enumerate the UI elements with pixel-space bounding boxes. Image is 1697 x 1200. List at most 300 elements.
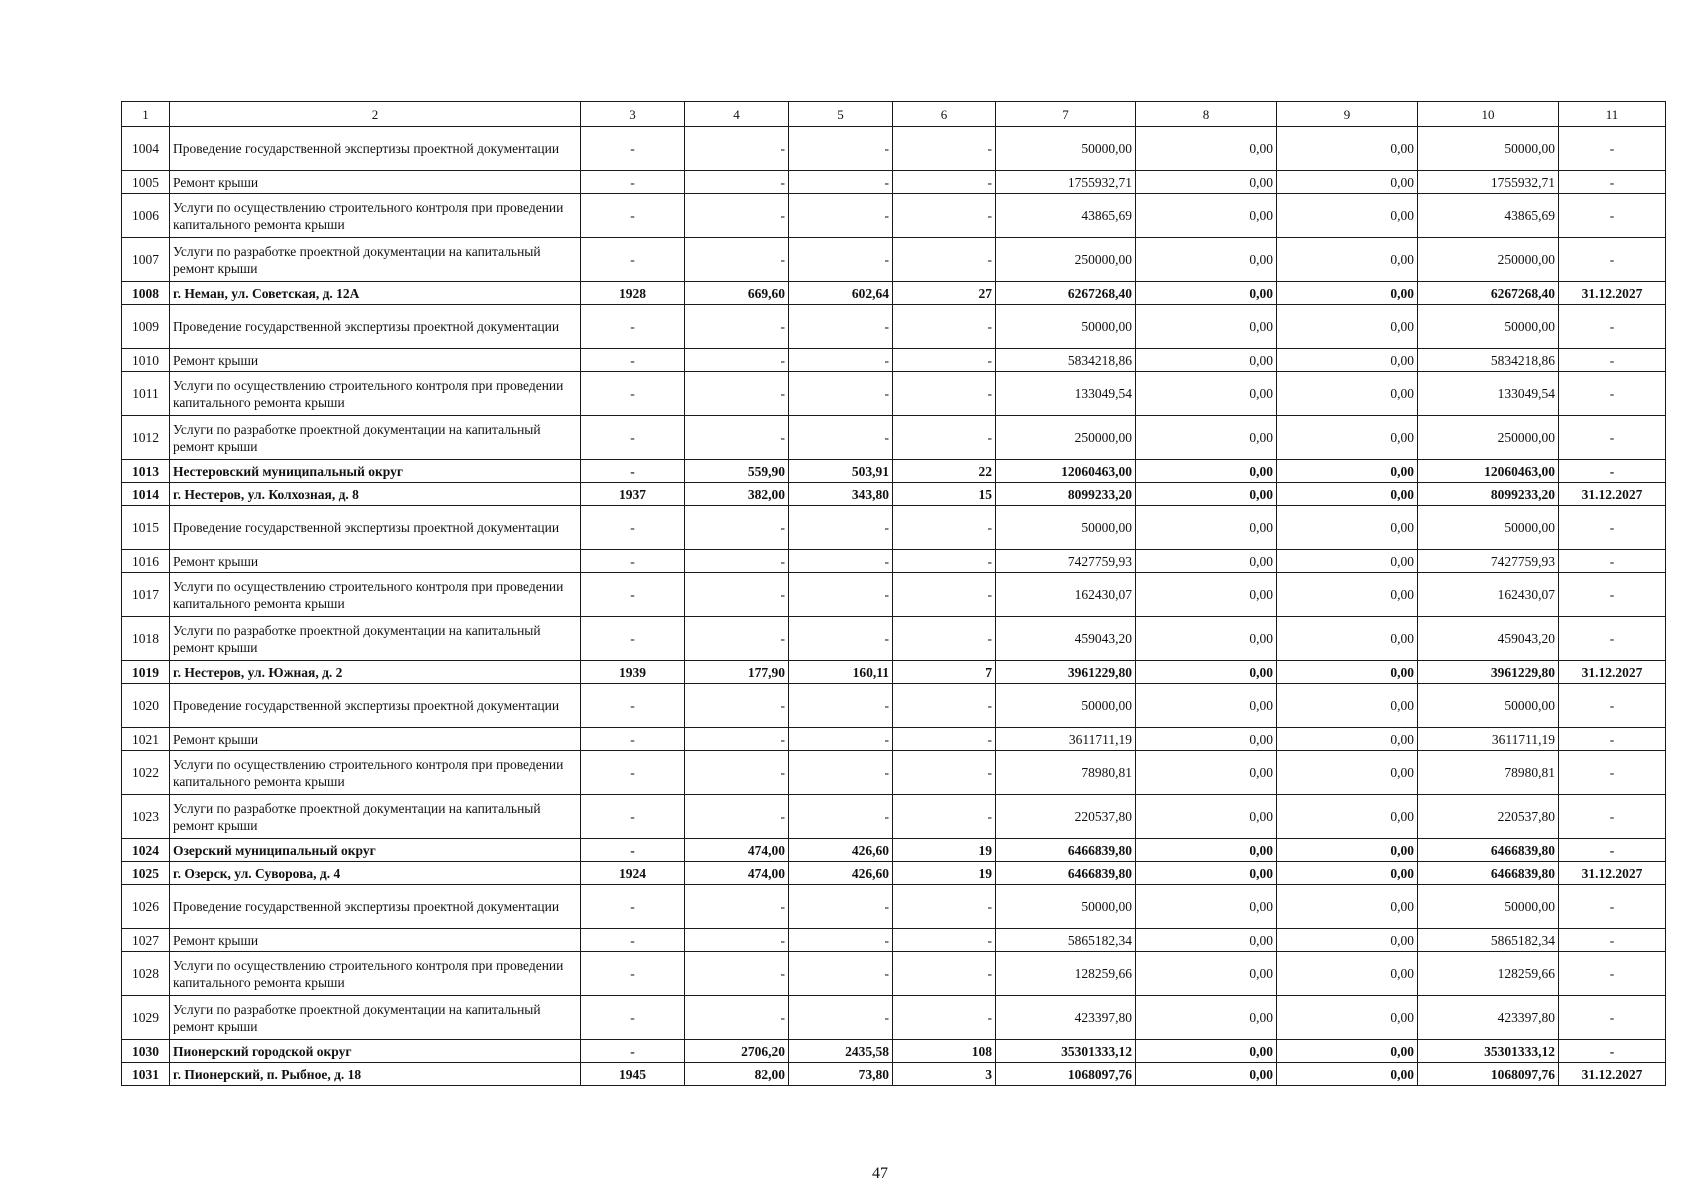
table-group-row bbox=[122, 282, 1666, 305]
row-number-cell: 1021 bbox=[122, 728, 170, 751]
cost-fund-cell: 0,00 bbox=[1136, 460, 1277, 483]
cost-owners-cell: 7427759,93 bbox=[1418, 550, 1559, 573]
cost-total-cell: 6466839,80 bbox=[996, 862, 1136, 885]
cost-total-cell: 128259,66 bbox=[996, 952, 1136, 996]
work-description-cell: Услуги по разработке проектной документации на капитальный ремонт крыши bbox=[170, 795, 581, 839]
table-row bbox=[122, 349, 1666, 372]
cost-budget-cell: 0,00 bbox=[1277, 751, 1418, 795]
year-cell: 1924 bbox=[581, 862, 685, 885]
cost-owners-cell: 6466839,80 bbox=[1418, 839, 1559, 862]
work-description-cell: Услуги по осуществлению строительного контроля при проведении капитального ремонта крыши bbox=[170, 194, 581, 238]
deadline-cell: - bbox=[1559, 952, 1666, 996]
cost-fund-cell: 0,00 bbox=[1136, 684, 1277, 728]
year-cell: - bbox=[581, 684, 685, 728]
row-number-cell: 1024 bbox=[122, 839, 170, 862]
residents-cell: - bbox=[893, 506, 996, 550]
deadline-cell: - bbox=[1559, 996, 1666, 1040]
cost-fund-cell: 0,00 bbox=[1136, 349, 1277, 372]
cost-owners-cell: 1755932,71 bbox=[1418, 171, 1559, 194]
cost-total-cell: 1755932,71 bbox=[996, 171, 1136, 194]
cost-budget-cell: 0,00 bbox=[1277, 617, 1418, 661]
table-group-row bbox=[122, 1040, 1666, 1063]
table-row bbox=[122, 929, 1666, 952]
deadline-cell: - bbox=[1559, 506, 1666, 550]
row-number-cell: 1011 bbox=[122, 372, 170, 416]
cost-owners-cell: 3961229,80 bbox=[1418, 661, 1559, 684]
cost-total-cell: 7427759,93 bbox=[996, 550, 1136, 573]
row-number-cell: 1017 bbox=[122, 573, 170, 617]
cost-budget-cell: 0,00 bbox=[1277, 996, 1418, 1040]
row-number-cell: 1009 bbox=[122, 305, 170, 349]
residents-cell: 3 bbox=[893, 1063, 996, 1086]
cost-owners-cell: 3611711,19 bbox=[1418, 728, 1559, 751]
table-row bbox=[122, 952, 1666, 996]
area-living-cell: - bbox=[789, 996, 893, 1040]
residents-cell: 27 bbox=[893, 282, 996, 305]
cost-budget-cell: 0,00 bbox=[1277, 1040, 1418, 1063]
page-number: 47 bbox=[872, 1165, 888, 1182]
deadline-cell: - bbox=[1559, 305, 1666, 349]
work-description-cell: Ремонт крыши bbox=[170, 550, 581, 573]
residents-cell: - bbox=[893, 996, 996, 1040]
area-total-cell: 177,90 bbox=[685, 661, 789, 684]
work-description-cell: г. Нестеров, ул. Южная, д. 2 bbox=[170, 661, 581, 684]
cost-fund-cell: 0,00 bbox=[1136, 929, 1277, 952]
deadline-cell: - bbox=[1559, 795, 1666, 839]
work-description-cell: г. Озерск, ул. Суворова, д. 4 bbox=[170, 862, 581, 885]
row-number-cell: 1028 bbox=[122, 952, 170, 996]
area-living-cell: 343,80 bbox=[789, 483, 893, 506]
year-cell: - bbox=[581, 416, 685, 460]
area-total-cell: 82,00 bbox=[685, 1063, 789, 1086]
cost-fund-cell: 0,00 bbox=[1136, 372, 1277, 416]
area-living-cell: 426,60 bbox=[789, 839, 893, 862]
area-living-cell: - bbox=[789, 573, 893, 617]
deadline-cell: 31.12.2027 bbox=[1559, 1063, 1666, 1086]
cost-total-cell: 50000,00 bbox=[996, 127, 1136, 171]
cost-budget-cell: 0,00 bbox=[1277, 684, 1418, 728]
table-row bbox=[122, 372, 1666, 416]
area-living-cell: 160,11 bbox=[789, 661, 893, 684]
area-living-cell: - bbox=[789, 305, 893, 349]
cost-budget-cell: 0,00 bbox=[1277, 349, 1418, 372]
table-row bbox=[122, 617, 1666, 661]
deadline-cell: - bbox=[1559, 839, 1666, 862]
year-cell: - bbox=[581, 996, 685, 1040]
table-row bbox=[122, 194, 1666, 238]
cost-fund-cell: 0,00 bbox=[1136, 1040, 1277, 1063]
area-total-cell: - bbox=[685, 795, 789, 839]
year-cell: - bbox=[581, 617, 685, 661]
column-number-header: 3 bbox=[581, 102, 685, 127]
row-number-cell: 1012 bbox=[122, 416, 170, 460]
cost-budget-cell: 0,00 bbox=[1277, 127, 1418, 171]
cost-total-cell: 1068097,76 bbox=[996, 1063, 1136, 1086]
cost-fund-cell: 0,00 bbox=[1136, 661, 1277, 684]
residents-cell: - bbox=[893, 127, 996, 171]
work-description-cell: г. Неман, ул. Советская, д. 12А bbox=[170, 282, 581, 305]
row-number-cell: 1008 bbox=[122, 282, 170, 305]
area-total-cell: 2706,20 bbox=[685, 1040, 789, 1063]
cost-fund-cell: 0,00 bbox=[1136, 416, 1277, 460]
year-cell: - bbox=[581, 194, 685, 238]
table-row bbox=[122, 795, 1666, 839]
cost-budget-cell: 0,00 bbox=[1277, 305, 1418, 349]
cost-owners-cell: 423397,80 bbox=[1418, 996, 1559, 1040]
cost-total-cell: 6267268,40 bbox=[996, 282, 1136, 305]
area-total-cell: - bbox=[685, 751, 789, 795]
column-number-header: 9 bbox=[1277, 102, 1418, 127]
area-total-cell: - bbox=[685, 885, 789, 929]
table-row bbox=[122, 885, 1666, 929]
cost-total-cell: 250000,00 bbox=[996, 416, 1136, 460]
cost-budget-cell: 0,00 bbox=[1277, 661, 1418, 684]
work-description-cell: Услуги по осуществлению строительного контроля при проведении капитального ремонта крыши bbox=[170, 573, 581, 617]
cost-fund-cell: 0,00 bbox=[1136, 952, 1277, 996]
year-cell: - bbox=[581, 728, 685, 751]
cost-budget-cell: 0,00 bbox=[1277, 573, 1418, 617]
table-group-row bbox=[122, 483, 1666, 506]
year-cell: - bbox=[581, 1040, 685, 1063]
cost-budget-cell: 0,00 bbox=[1277, 483, 1418, 506]
cost-fund-cell: 0,00 bbox=[1136, 483, 1277, 506]
cost-total-cell: 6466839,80 bbox=[996, 839, 1136, 862]
cost-owners-cell: 1068097,76 bbox=[1418, 1063, 1559, 1086]
work-description-cell: Услуги по разработке проектной документации на капитальный ремонт крыши bbox=[170, 238, 581, 282]
cost-budget-cell: 0,00 bbox=[1277, 795, 1418, 839]
area-living-cell: - bbox=[789, 952, 893, 996]
table-row bbox=[122, 996, 1666, 1040]
cost-budget-cell: 0,00 bbox=[1277, 550, 1418, 573]
cost-budget-cell: 0,00 bbox=[1277, 460, 1418, 483]
work-description-cell: Ремонт крыши bbox=[170, 728, 581, 751]
cost-total-cell: 35301333,12 bbox=[996, 1040, 1136, 1063]
cost-owners-cell: 50000,00 bbox=[1418, 684, 1559, 728]
cost-fund-cell: 0,00 bbox=[1136, 282, 1277, 305]
cost-budget-cell: 0,00 bbox=[1277, 839, 1418, 862]
table-group-row bbox=[122, 661, 1666, 684]
work-description-cell: Озерский муниципальный округ bbox=[170, 839, 581, 862]
capital-repair-table bbox=[121, 101, 1666, 1086]
table-row bbox=[122, 550, 1666, 573]
cost-owners-cell: 5834218,86 bbox=[1418, 349, 1559, 372]
residents-cell: - bbox=[893, 617, 996, 661]
area-total-cell: - bbox=[685, 506, 789, 550]
cost-total-cell: 50000,00 bbox=[996, 684, 1136, 728]
deadline-cell: - bbox=[1559, 751, 1666, 795]
row-number-cell: 1014 bbox=[122, 483, 170, 506]
table-row bbox=[122, 171, 1666, 194]
cost-owners-cell: 78980,81 bbox=[1418, 751, 1559, 795]
row-number-cell: 1018 bbox=[122, 617, 170, 661]
area-total-cell: 474,00 bbox=[685, 862, 789, 885]
area-living-cell: - bbox=[789, 171, 893, 194]
area-living-cell: - bbox=[789, 795, 893, 839]
table-group-row bbox=[122, 1063, 1666, 1086]
column-number-header: 1 bbox=[122, 102, 170, 127]
area-living-cell: 73,80 bbox=[789, 1063, 893, 1086]
area-living-cell: - bbox=[789, 617, 893, 661]
year-cell: - bbox=[581, 839, 685, 862]
area-living-cell: - bbox=[789, 127, 893, 171]
cost-owners-cell: 250000,00 bbox=[1418, 416, 1559, 460]
cost-fund-cell: 0,00 bbox=[1136, 862, 1277, 885]
cost-total-cell: 5865182,34 bbox=[996, 929, 1136, 952]
cost-owners-cell: 50000,00 bbox=[1418, 127, 1559, 171]
column-number-header: 4 bbox=[685, 102, 789, 127]
cost-total-cell: 162430,07 bbox=[996, 573, 1136, 617]
column-number-header: 10 bbox=[1418, 102, 1559, 127]
row-number-cell: 1020 bbox=[122, 684, 170, 728]
cost-total-cell: 250000,00 bbox=[996, 238, 1136, 282]
residents-cell: - bbox=[893, 684, 996, 728]
cost-budget-cell: 0,00 bbox=[1277, 238, 1418, 282]
work-description-cell: г. Пионерский, п. Рыбное, д. 18 bbox=[170, 1063, 581, 1086]
deadline-cell: - bbox=[1559, 1040, 1666, 1063]
residents-cell: - bbox=[893, 349, 996, 372]
year-cell: 1939 bbox=[581, 661, 685, 684]
area-total-cell: - bbox=[685, 929, 789, 952]
row-number-cell: 1025 bbox=[122, 862, 170, 885]
cost-total-cell: 43865,69 bbox=[996, 194, 1136, 238]
area-total-cell: - bbox=[685, 127, 789, 171]
residents-cell: 19 bbox=[893, 862, 996, 885]
area-total-cell: - bbox=[685, 372, 789, 416]
cost-budget-cell: 0,00 bbox=[1277, 194, 1418, 238]
residents-cell: 7 bbox=[893, 661, 996, 684]
deadline-cell: - bbox=[1559, 127, 1666, 171]
year-cell: - bbox=[581, 885, 685, 929]
column-number-header: 8 bbox=[1136, 102, 1277, 127]
table-row bbox=[122, 728, 1666, 751]
table-row bbox=[122, 506, 1666, 550]
deadline-cell: - bbox=[1559, 171, 1666, 194]
area-total-cell: 559,90 bbox=[685, 460, 789, 483]
cost-fund-cell: 0,00 bbox=[1136, 795, 1277, 839]
year-cell: - bbox=[581, 952, 685, 996]
area-total-cell: - bbox=[685, 728, 789, 751]
cost-owners-cell: 12060463,00 bbox=[1418, 460, 1559, 483]
area-total-cell: - bbox=[685, 952, 789, 996]
area-living-cell: - bbox=[789, 372, 893, 416]
deadline-cell: - bbox=[1559, 550, 1666, 573]
cost-fund-cell: 0,00 bbox=[1136, 617, 1277, 661]
table-group-row bbox=[122, 862, 1666, 885]
area-total-cell: - bbox=[685, 416, 789, 460]
work-description-cell: Ремонт крыши bbox=[170, 349, 581, 372]
row-number-cell: 1029 bbox=[122, 996, 170, 1040]
area-living-cell: - bbox=[789, 416, 893, 460]
cost-owners-cell: 50000,00 bbox=[1418, 506, 1559, 550]
cost-budget-cell: 0,00 bbox=[1277, 1063, 1418, 1086]
work-description-cell: Услуги по осуществлению строительного контроля при проведении капитального ремонта крыши bbox=[170, 751, 581, 795]
deadline-cell: 31.12.2027 bbox=[1559, 862, 1666, 885]
residents-cell: - bbox=[893, 238, 996, 282]
work-description-cell: Ремонт крыши bbox=[170, 171, 581, 194]
deadline-cell: - bbox=[1559, 885, 1666, 929]
work-description-cell: Ремонт крыши bbox=[170, 929, 581, 952]
work-description-cell: Проведение государственной экспертизы проектной документации bbox=[170, 305, 581, 349]
cost-budget-cell: 0,00 bbox=[1277, 372, 1418, 416]
row-number-cell: 1004 bbox=[122, 127, 170, 171]
cost-owners-cell: 459043,20 bbox=[1418, 617, 1559, 661]
cost-total-cell: 133049,54 bbox=[996, 372, 1136, 416]
cost-fund-cell: 0,00 bbox=[1136, 751, 1277, 795]
year-cell: - bbox=[581, 929, 685, 952]
work-description-cell: г. Нестеров, ул. Колхозная, д. 8 bbox=[170, 483, 581, 506]
year-cell: - bbox=[581, 460, 685, 483]
cost-owners-cell: 220537,80 bbox=[1418, 795, 1559, 839]
area-living-cell: - bbox=[789, 728, 893, 751]
year-cell: - bbox=[581, 238, 685, 282]
year-cell: - bbox=[581, 349, 685, 372]
work-description-cell: Услуги по осуществлению строительного контроля при проведении капитального ремонта крыши bbox=[170, 372, 581, 416]
table-row bbox=[122, 305, 1666, 349]
area-living-cell: 503,91 bbox=[789, 460, 893, 483]
deadline-cell: - bbox=[1559, 238, 1666, 282]
residents-cell: - bbox=[893, 728, 996, 751]
year-cell: - bbox=[581, 127, 685, 171]
cost-owners-cell: 6466839,80 bbox=[1418, 862, 1559, 885]
area-living-cell: - bbox=[789, 751, 893, 795]
cost-fund-cell: 0,00 bbox=[1136, 573, 1277, 617]
row-number-cell: 1016 bbox=[122, 550, 170, 573]
area-total-cell: - bbox=[685, 573, 789, 617]
residents-cell: - bbox=[893, 550, 996, 573]
area-living-cell: - bbox=[789, 194, 893, 238]
year-cell: - bbox=[581, 305, 685, 349]
residents-cell: - bbox=[893, 372, 996, 416]
residents-cell: - bbox=[893, 751, 996, 795]
table-row bbox=[122, 238, 1666, 282]
row-number-cell: 1026 bbox=[122, 885, 170, 929]
deadline-cell: - bbox=[1559, 416, 1666, 460]
work-description-cell: Проведение государственной экспертизы проектной документации bbox=[170, 885, 581, 929]
row-number-cell: 1015 bbox=[122, 506, 170, 550]
residents-cell: - bbox=[893, 194, 996, 238]
cost-fund-cell: 0,00 bbox=[1136, 506, 1277, 550]
table-body bbox=[122, 102, 1666, 1086]
cost-budget-cell: 0,00 bbox=[1277, 282, 1418, 305]
row-number-cell: 1023 bbox=[122, 795, 170, 839]
work-description-cell: Пионерский городской округ bbox=[170, 1040, 581, 1063]
cost-budget-cell: 0,00 bbox=[1277, 506, 1418, 550]
work-description-cell: Услуги по разработке проектной документации на капитальный ремонт крыши bbox=[170, 617, 581, 661]
year-cell: - bbox=[581, 372, 685, 416]
cost-budget-cell: 0,00 bbox=[1277, 929, 1418, 952]
table-group-row bbox=[122, 839, 1666, 862]
year-cell: - bbox=[581, 795, 685, 839]
deadline-cell: - bbox=[1559, 573, 1666, 617]
cost-total-cell: 423397,80 bbox=[996, 996, 1136, 1040]
year-cell: 1937 bbox=[581, 483, 685, 506]
cost-owners-cell: 250000,00 bbox=[1418, 238, 1559, 282]
area-living-cell: - bbox=[789, 238, 893, 282]
cost-total-cell: 459043,20 bbox=[996, 617, 1136, 661]
column-number-header: 6 bbox=[893, 102, 996, 127]
cost-total-cell: 5834218,86 bbox=[996, 349, 1136, 372]
area-total-cell: - bbox=[685, 617, 789, 661]
residents-cell: 22 bbox=[893, 460, 996, 483]
column-number-header: 2 bbox=[170, 102, 581, 127]
year-cell: 1928 bbox=[581, 282, 685, 305]
row-number-cell: 1013 bbox=[122, 460, 170, 483]
cost-owners-cell: 35301333,12 bbox=[1418, 1040, 1559, 1063]
cost-owners-cell: 5865182,34 bbox=[1418, 929, 1559, 952]
area-living-cell: - bbox=[789, 885, 893, 929]
cost-budget-cell: 0,00 bbox=[1277, 171, 1418, 194]
area-living-cell: 602,64 bbox=[789, 282, 893, 305]
cost-fund-cell: 0,00 bbox=[1136, 996, 1277, 1040]
row-number-cell: 1031 bbox=[122, 1063, 170, 1086]
table-row bbox=[122, 573, 1666, 617]
year-cell: - bbox=[581, 751, 685, 795]
year-cell: - bbox=[581, 171, 685, 194]
cost-total-cell: 78980,81 bbox=[996, 751, 1136, 795]
table-row bbox=[122, 127, 1666, 171]
area-total-cell: - bbox=[685, 194, 789, 238]
deadline-cell: 31.12.2027 bbox=[1559, 661, 1666, 684]
column-number-header: 7 bbox=[996, 102, 1136, 127]
work-description-cell: Нестеровский муниципальный округ bbox=[170, 460, 581, 483]
work-description-cell: Услуги по разработке проектной документации на капитальный ремонт крыши bbox=[170, 996, 581, 1040]
area-total-cell: - bbox=[685, 305, 789, 349]
cost-fund-cell: 0,00 bbox=[1136, 194, 1277, 238]
column-number-header-row bbox=[122, 102, 1666, 127]
year-cell: - bbox=[581, 506, 685, 550]
residents-cell: - bbox=[893, 885, 996, 929]
cost-fund-cell: 0,00 bbox=[1136, 238, 1277, 282]
cost-fund-cell: 0,00 bbox=[1136, 127, 1277, 171]
deadline-cell: - bbox=[1559, 929, 1666, 952]
cost-owners-cell: 43865,69 bbox=[1418, 194, 1559, 238]
area-total-cell: 382,00 bbox=[685, 483, 789, 506]
cost-owners-cell: 50000,00 bbox=[1418, 885, 1559, 929]
cost-total-cell: 3611711,19 bbox=[996, 728, 1136, 751]
area-living-cell: 426,60 bbox=[789, 862, 893, 885]
year-cell: 1945 bbox=[581, 1063, 685, 1086]
cost-budget-cell: 0,00 bbox=[1277, 728, 1418, 751]
table-group-row bbox=[122, 460, 1666, 483]
row-number-cell: 1006 bbox=[122, 194, 170, 238]
cost-owners-cell: 162430,07 bbox=[1418, 573, 1559, 617]
residents-cell: - bbox=[893, 416, 996, 460]
cost-total-cell: 12060463,00 bbox=[996, 460, 1136, 483]
deadline-cell: - bbox=[1559, 372, 1666, 416]
column-number-header: 5 bbox=[789, 102, 893, 127]
cost-budget-cell: 0,00 bbox=[1277, 952, 1418, 996]
work-description-cell: Проведение государственной экспертизы проектной документации bbox=[170, 684, 581, 728]
area-total-cell: - bbox=[685, 684, 789, 728]
residents-cell: - bbox=[893, 305, 996, 349]
area-total-cell: 669,60 bbox=[685, 282, 789, 305]
deadline-cell: - bbox=[1559, 617, 1666, 661]
cost-owners-cell: 50000,00 bbox=[1418, 305, 1559, 349]
year-cell: - bbox=[581, 573, 685, 617]
cost-fund-cell: 0,00 bbox=[1136, 728, 1277, 751]
cost-fund-cell: 0,00 bbox=[1136, 885, 1277, 929]
deadline-cell: - bbox=[1559, 684, 1666, 728]
work-description-cell: Проведение государственной экспертизы проектной документации bbox=[170, 506, 581, 550]
deadline-cell: - bbox=[1559, 728, 1666, 751]
residents-cell: - bbox=[893, 171, 996, 194]
area-total-cell: - bbox=[685, 550, 789, 573]
residents-cell: 15 bbox=[893, 483, 996, 506]
residents-cell: - bbox=[893, 929, 996, 952]
cost-owners-cell: 128259,66 bbox=[1418, 952, 1559, 996]
area-total-cell: 474,00 bbox=[685, 839, 789, 862]
column-number-header: 11 bbox=[1559, 102, 1666, 127]
